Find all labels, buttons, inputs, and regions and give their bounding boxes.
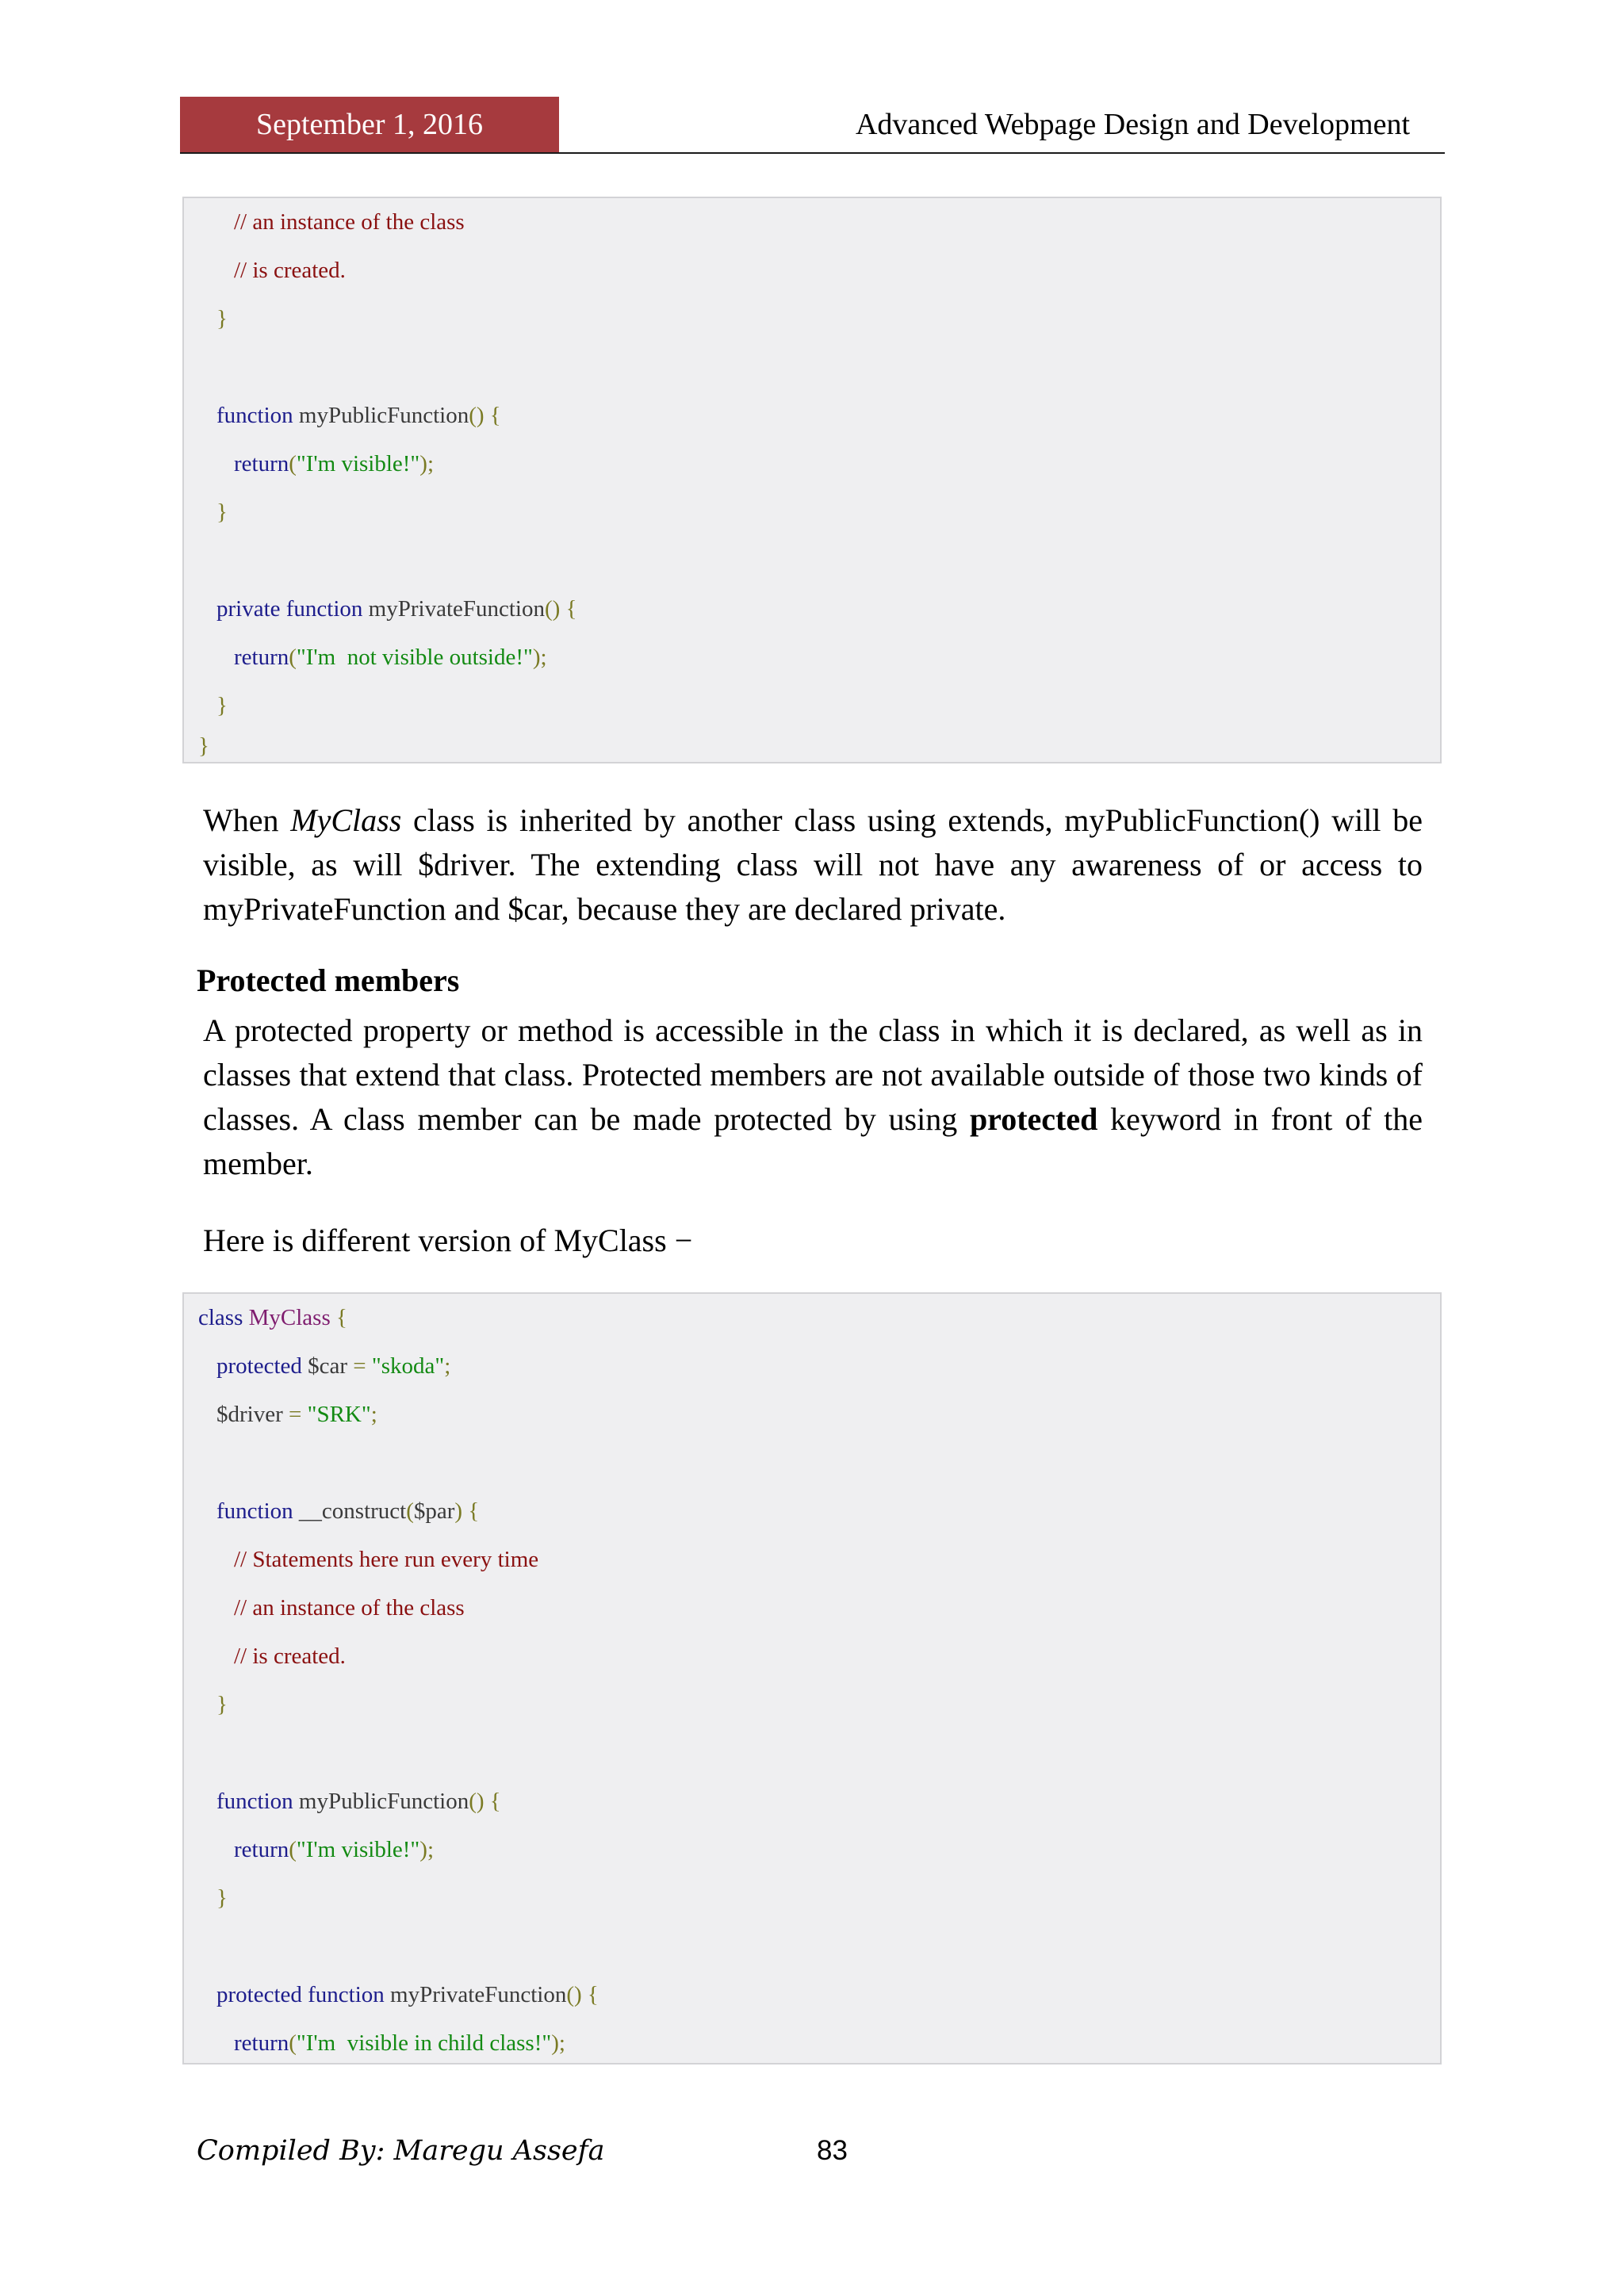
- code-line: }: [216, 1692, 228, 1717]
- code-line: function myPublicFunction() {: [216, 1789, 501, 1814]
- code-line: }: [216, 1885, 228, 1911]
- code-block-1: [182, 197, 1442, 763]
- code-line: // an instance of the class: [234, 1595, 465, 1621]
- code-line: function myPublicFunction() {: [216, 403, 501, 428]
- code-line: }: [216, 306, 228, 331]
- code-line-blank: [184, 1923, 1440, 1971]
- footer-compiled-by: Compiled By: Maregu Assefa: [197, 2135, 605, 2167]
- page-number: 83: [817, 2135, 848, 2166]
- code-line-blank: [184, 537, 1440, 585]
- code-line-blank: [184, 343, 1440, 392]
- header-date: September 1, 2016: [180, 97, 559, 152]
- code-line: function __construct($par) {: [216, 1498, 480, 1524]
- paragraph-inheritance: When MyClass class is inherited by another class using extends, myPublicFunction() will be visible, as will $driver. The extending class will not have any awareness of or access to myPrivateFunction and $car, because they are declared private.: [203, 802, 1423, 927]
- page-header: [180, 97, 1445, 154]
- code-block-2: [182, 1292, 1442, 2064]
- code-line: // is created.: [234, 258, 346, 283]
- code-line: }: [216, 499, 228, 525]
- header-title: Advanced Webpage Design and Development: [855, 108, 1410, 141]
- paragraph-protected: A protected property or method is accessible in the class in which it is declared, as well as in classes that extend that class. Protected members are not available outside of those two kinds of classes. A class member can be made protected by using protected keyword in front of the member.: [203, 1012, 1423, 1181]
- code-line: private function myPrivateFunction() {: [216, 596, 577, 622]
- code-line: return("I'm visible!");: [234, 1837, 434, 1862]
- code-line: $driver = "SRK";: [216, 1402, 377, 1427]
- code-line: return("I'm not visible outside!");: [234, 645, 547, 670]
- code-line: protected $car = "skoda";: [216, 1353, 451, 1379]
- section-heading-protected: Protected members: [197, 962, 460, 998]
- code-line-blank: [184, 1729, 1440, 1777]
- code-line-blank: [184, 1439, 1440, 1487]
- paragraph-intro-code: Here is different version of MyClass −: [203, 1223, 693, 1258]
- code-line: }: [198, 733, 209, 759]
- code-line: return("I'm visible!");: [234, 451, 434, 476]
- code-line: // Statements here run every time: [234, 1547, 539, 1572]
- code-line: // an instance of the class: [234, 209, 465, 235]
- code-line: // is created.: [234, 1644, 346, 1669]
- code-line: protected function myPrivateFunction() {: [216, 1982, 599, 2007]
- code-line: return("I'm visible in child class!");: [234, 2030, 565, 2056]
- code-line: }: [216, 693, 228, 718]
- code-line: class MyClass {: [198, 1305, 347, 1330]
